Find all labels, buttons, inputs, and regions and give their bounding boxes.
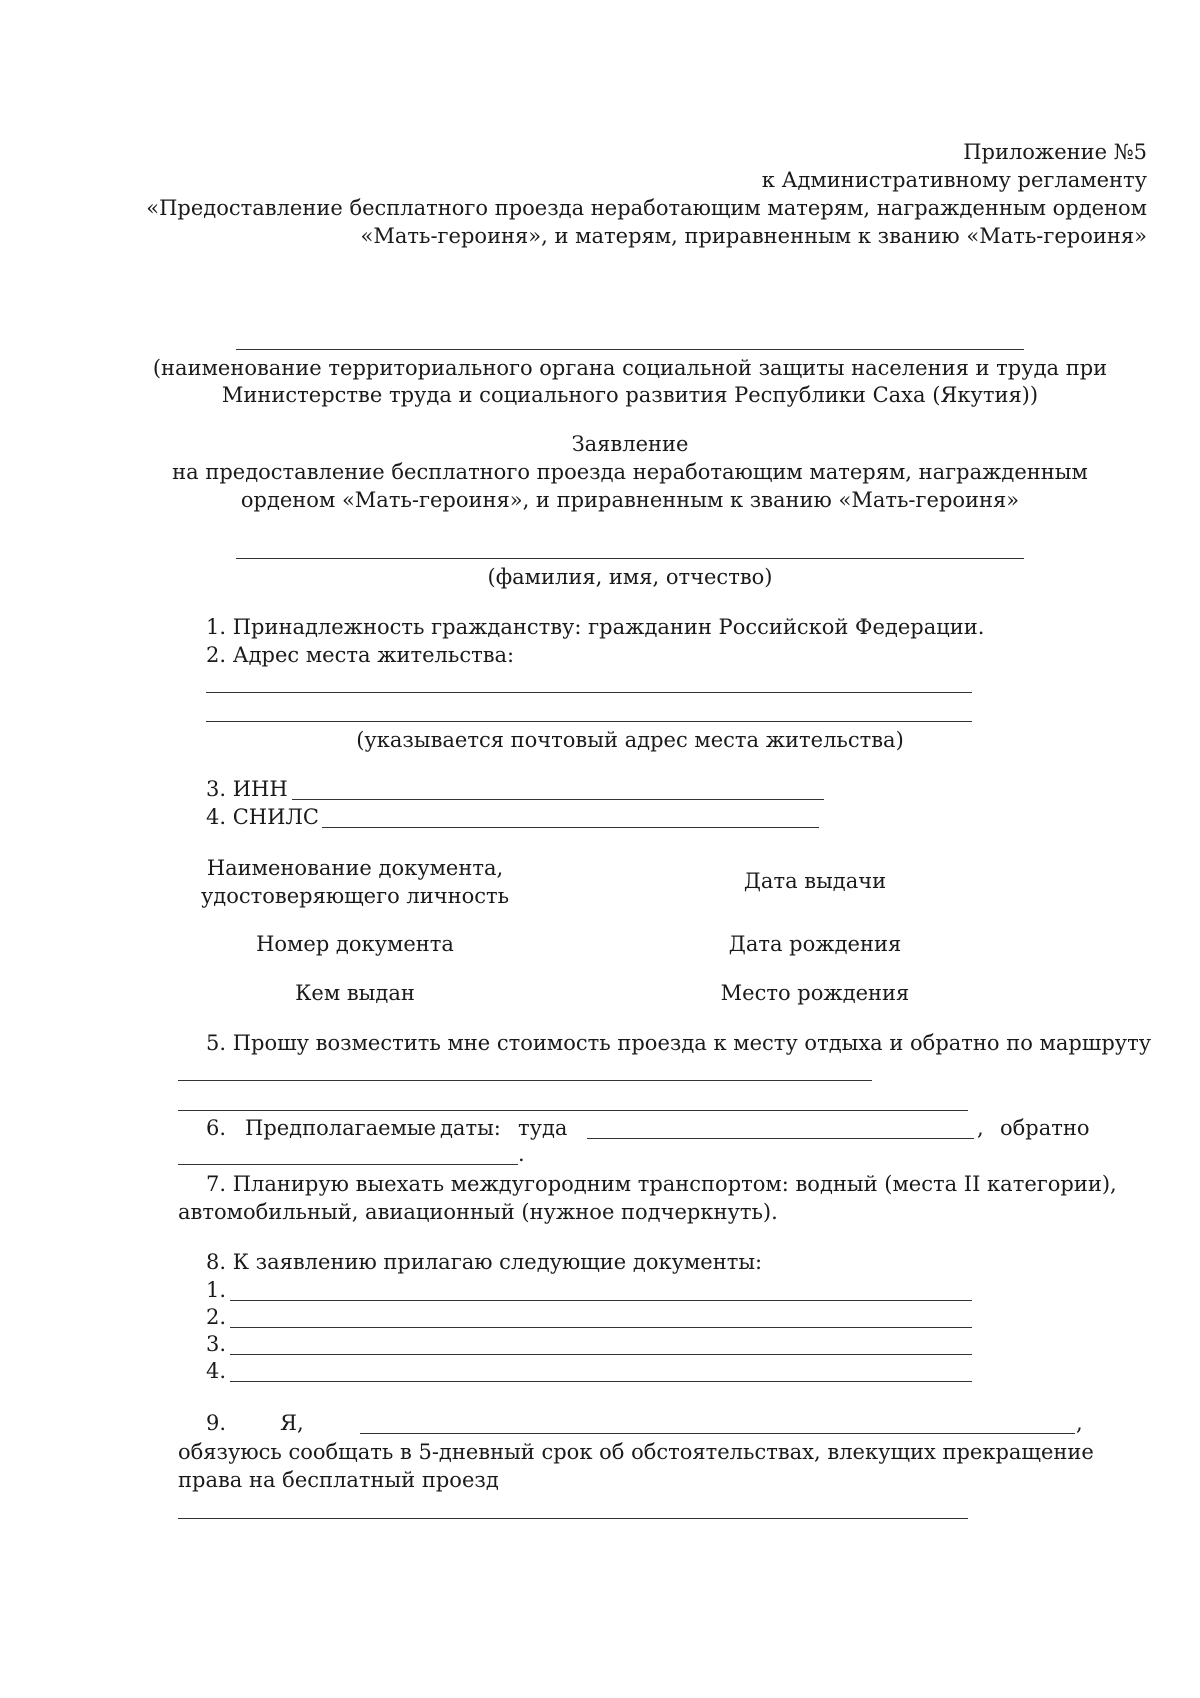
route-line-2[interactable] bbox=[178, 1110, 968, 1111]
snils-label: 4. СНИЛС bbox=[206, 805, 319, 829]
obligation-line3: права на бесплатный проезд bbox=[178, 1468, 499, 1492]
transport-item-line1: 7. Планирую выехать междугородним транспортом: водный (места II категории), bbox=[206, 1172, 1117, 1196]
attachment-number: 1. bbox=[206, 1278, 227, 1302]
attachment-line[interactable] bbox=[230, 1354, 972, 1355]
address-item: 2. Адрес места жительства: bbox=[206, 643, 515, 667]
issue-date-label: Дата выдачи bbox=[743, 869, 887, 893]
attachment-line[interactable] bbox=[230, 1381, 972, 1382]
address-caption: (указывается почтовый адрес места жительства) bbox=[356, 728, 904, 752]
doc-name-label-line2: удостоверяющего личность bbox=[200, 884, 510, 908]
dates-there-label: туда bbox=[518, 1116, 568, 1140]
attachment-number: 4. bbox=[206, 1359, 227, 1383]
dates-period: . bbox=[518, 1142, 525, 1166]
organ-name-line[interactable] bbox=[236, 349, 1024, 350]
signature-line[interactable] bbox=[178, 1518, 968, 1519]
appendix-title-line2: «Мать-героиня», и матерям, приравненным к званию «Мать-героиня» bbox=[360, 224, 1147, 248]
organ-caption-line1: (наименование территориального органа социальной защиты населения и труда при bbox=[152, 356, 1108, 380]
obligation-item-number: 9. bbox=[206, 1411, 227, 1435]
attachment-line[interactable] bbox=[230, 1327, 972, 1328]
birth-place-label: Место рождения bbox=[720, 981, 910, 1005]
dates-comma: , bbox=[977, 1116, 984, 1140]
appendix-number: Приложение №5 bbox=[963, 140, 1147, 164]
fio-line[interactable] bbox=[236, 558, 1024, 559]
route-item: 5. Прошу возместить мне стоимость проезда к месту отдыха и обратно по маршруту bbox=[206, 1031, 1152, 1055]
obligation-line2: обязуюсь сообщать в 5-дневный срок об обстоятельствах, влекущих прекращение bbox=[178, 1440, 1094, 1464]
attachment-line[interactable] bbox=[230, 1300, 972, 1301]
fio-caption: (фамилия, имя, отчество) bbox=[487, 565, 773, 589]
date-there-line[interactable] bbox=[587, 1138, 974, 1139]
attachment-number: 3. bbox=[206, 1332, 227, 1356]
document-subtitle-line2: орденом «Мать-героиня», и приравненным к званию «Мать-героиня» bbox=[240, 488, 1020, 512]
appendix-title-line1: «Предоставление бесплатного проезда неработающим матерям, награжденным орденом bbox=[146, 196, 1147, 220]
obligation-comma: , bbox=[1076, 1411, 1083, 1435]
birth-date-label: Дата рождения bbox=[728, 932, 902, 956]
attachment-number: 2. bbox=[206, 1305, 227, 1329]
citizenship-item: 1. Принадлежность гражданству: гражданин Российской Федерации. bbox=[206, 615, 985, 639]
appendix-reference: к Административному регламенту bbox=[761, 168, 1147, 192]
date-back-line[interactable] bbox=[178, 1164, 518, 1165]
obligation-name-line[interactable] bbox=[360, 1433, 1075, 1434]
document-title: Заявление bbox=[571, 432, 689, 456]
dates-item-label: Предполагаемые bbox=[245, 1116, 437, 1140]
transport-item-line2: автомобильный, авиационный (нужное подчеркнуть). bbox=[178, 1200, 778, 1224]
dates-item-dates: даты: bbox=[440, 1116, 501, 1140]
address-line-2[interactable] bbox=[206, 721, 972, 722]
address-line-1[interactable] bbox=[206, 692, 972, 693]
inn-line[interactable] bbox=[292, 799, 824, 800]
obligation-ya: Я, bbox=[280, 1411, 304, 1435]
organ-caption-line2: Министерстве труда и социального развития Республики Саха (Якутия)) bbox=[221, 383, 1039, 407]
issued-by-label: Кем выдан bbox=[295, 981, 415, 1005]
dates-back-label: обратно bbox=[1000, 1116, 1090, 1140]
document-subtitle-line1: на предоставление бесплатного проезда неработающим матерям, награжденным bbox=[172, 460, 1088, 484]
inn-label: 3. ИНН bbox=[206, 777, 288, 801]
doc-name-label-line1: Наименование документа, bbox=[206, 856, 504, 880]
snils-line[interactable] bbox=[322, 827, 819, 828]
route-line-1[interactable] bbox=[178, 1080, 872, 1081]
dates-item-number: 6. bbox=[206, 1116, 227, 1140]
attachments-heading: 8. К заявлению прилагаю следующие документы: bbox=[206, 1250, 763, 1274]
doc-number-label: Номер документа bbox=[256, 932, 454, 956]
